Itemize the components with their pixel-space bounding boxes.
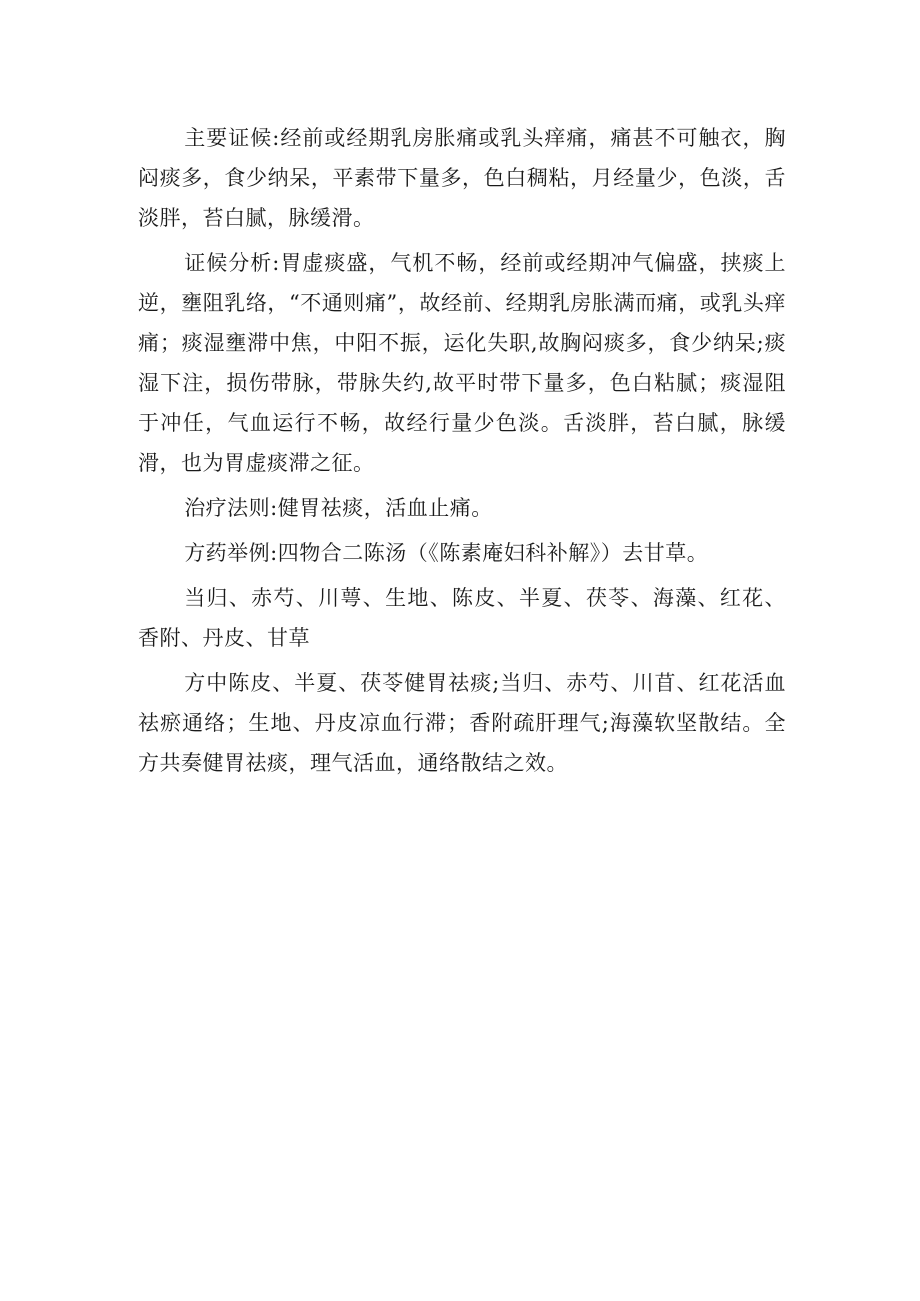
paragraph-label: 主要证候: (184, 126, 280, 150)
paragraph-treatment-principle (138, 488, 786, 528)
paragraph-text: 四物合二陈汤（《陈素庵妇科补解》）去甘草。 (277, 541, 709, 565)
paragraph-main-symptoms (138, 118, 786, 238)
paragraph-label: 证候分析: (184, 251, 280, 275)
document-body (138, 118, 786, 788)
paragraph-text: 健胃祛痰，活血止痛。 (277, 496, 493, 520)
paragraph-symptom-analysis (138, 243, 786, 483)
paragraph-text: 经前或经期乳房胀痛或乳头痒痛，痛甚不可触衣，胸闷痰多，食少纳呆，平素带下量多，色白稠粘，月经量少，色淡，舌淡胖，苔白腻，脉缓滑。 (138, 126, 787, 230)
paragraph-ingredients (138, 578, 786, 658)
paragraph-label: 方药举例: (184, 541, 278, 565)
paragraph-text: 方中陈皮、半夏、茯苓健胃祛痰;当归、赤芍、川苜、红花活血祛瘀通络；生地、丹皮凉血行滞；香附疏肝理气;海藻软坚散结。全方共奏健胃祛痰，理气活血，通络散结之效。 (138, 671, 786, 775)
paragraph-text: 当归、赤芍、川萼、生地、陈皮、半夏、茯苓、海藻、红花、香附、丹皮、甘草 (138, 586, 786, 650)
paragraph-text: 胃虚痰盛，气机不畅，经前或经期冲气偏盛，挟痰上逆，壅阻乳络，“不通则痛”，故经前、经期乳房胀满而痛，或乳头痒痛；痰湿壅滞中焦，中阳不振，运化失职,故胸闷痰多，食少纳呆;痰湿下注，损伤带脉，带脉失约,故平时带下量多，色白粘腻；痰湿阻于冲任，气血运行不畅，故经行量少色淡。舌淡胖，苔白腻，脉缓滑，也为胃虚痰滞之征。 (138, 251, 787, 475)
paragraph-prescription-example (138, 533, 786, 573)
paragraph-formula-explanation (138, 663, 786, 783)
paragraph-label: 治疗法则: (184, 496, 278, 520)
